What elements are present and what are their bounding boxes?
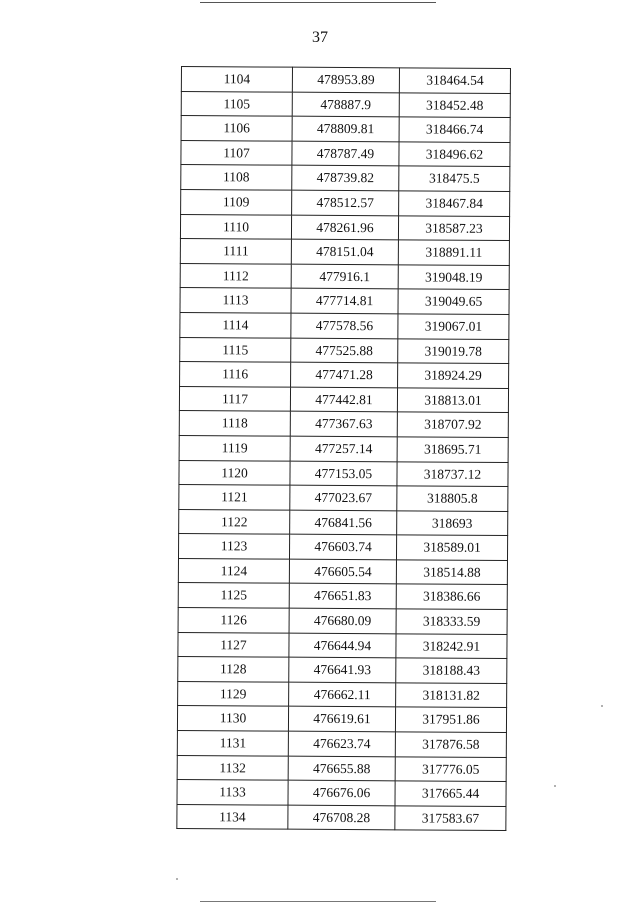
table-row (177, 731, 506, 758)
table-row (179, 435, 508, 462)
y-coordinate-cell: 318695.71 (397, 437, 508, 462)
point-number-cell: 1111 (180, 239, 291, 264)
y-coordinate-cell: 318514.88 (396, 560, 507, 585)
y-coordinate-cell: 318805.8 (397, 486, 508, 511)
y-coordinate-cell: 319048.19 (398, 265, 509, 290)
y-coordinate-cell: 318496.62 (399, 142, 510, 167)
table-row (178, 534, 507, 561)
y-coordinate-cell: 317951.86 (395, 707, 506, 732)
point-number-cell: 1122 (179, 509, 290, 534)
table-row (177, 804, 506, 831)
x-coordinate-cell: 478953.89 (292, 67, 399, 92)
table-row (180, 214, 509, 241)
x-coordinate-cell: 477714.81 (291, 289, 398, 314)
point-number-cell: 1119 (179, 435, 290, 460)
y-coordinate-cell: 318131.82 (396, 683, 507, 708)
point-number-cell: 1107 (181, 140, 292, 165)
table-row (180, 362, 509, 389)
coordinates-table (176, 66, 511, 831)
table-row (181, 116, 510, 143)
x-coordinate-cell: 478809.81 (292, 116, 399, 141)
y-coordinate-cell: 318452.48 (399, 92, 510, 117)
point-number-cell: 1125 (178, 583, 289, 608)
x-coordinate-cell: 476605.54 (289, 559, 396, 584)
x-coordinate-cell: 476603.74 (289, 534, 396, 559)
table-row (179, 460, 508, 487)
y-coordinate-cell: 318386.66 (396, 584, 507, 609)
point-number-cell: 1104 (181, 67, 292, 92)
table-row (181, 67, 510, 94)
scan-edge-bottom (200, 901, 436, 902)
table-row (181, 91, 510, 118)
scan-speck (601, 705, 603, 707)
table-row (178, 681, 507, 708)
table-row (179, 509, 508, 536)
point-number-cell: 1131 (177, 731, 288, 756)
y-coordinate-cell: 319067.01 (398, 314, 509, 339)
scan-edge-top (200, 2, 436, 3)
x-coordinate-cell: 476619.61 (288, 707, 395, 732)
x-coordinate-cell: 478887.9 (292, 92, 399, 117)
point-number-cell: 1124 (178, 558, 289, 583)
table-row (179, 386, 508, 413)
point-number-cell: 1113 (180, 288, 291, 313)
x-coordinate-cell: 478151.04 (291, 239, 398, 264)
table-row (177, 706, 506, 733)
y-coordinate-cell: 318188.43 (396, 658, 507, 683)
y-coordinate-cell: 318467.84 (399, 191, 510, 216)
table-row (178, 558, 507, 585)
table-row (178, 608, 507, 635)
point-number-cell: 1109 (181, 189, 292, 214)
table-row (181, 165, 510, 192)
page-number: 37 (312, 29, 328, 46)
table-row (177, 780, 506, 807)
point-number-cell: 1129 (178, 681, 289, 706)
x-coordinate-cell: 477442.81 (290, 387, 397, 412)
x-coordinate-cell: 477916.1 (291, 264, 398, 289)
table-row (179, 411, 508, 438)
x-coordinate-cell: 477367.63 (290, 411, 397, 436)
point-number-cell: 1128 (178, 657, 289, 682)
y-coordinate-cell: 318693 (397, 511, 508, 536)
table-row (178, 632, 507, 659)
x-coordinate-cell: 477578.56 (291, 313, 398, 338)
x-coordinate-cell: 478787.49 (292, 141, 399, 166)
x-coordinate-cell: 476623.74 (288, 731, 395, 756)
table-row (179, 485, 508, 512)
y-coordinate-cell: 319019.78 (398, 338, 509, 363)
point-number-cell: 1117 (179, 386, 290, 411)
point-number-cell: 1108 (181, 165, 292, 190)
x-coordinate-cell: 476651.83 (289, 584, 396, 609)
y-coordinate-cell: 318242.91 (396, 633, 507, 658)
table-row (180, 239, 509, 266)
x-coordinate-cell: 476676.06 (288, 780, 395, 805)
table-row (181, 189, 510, 216)
point-number-cell: 1115 (180, 337, 291, 362)
y-coordinate-cell: 318475.5 (399, 166, 510, 191)
y-coordinate-cell: 318464.54 (399, 68, 510, 93)
point-number-cell: 1118 (179, 411, 290, 436)
y-coordinate-cell: 318587.23 (398, 215, 509, 240)
x-coordinate-cell: 476655.88 (288, 756, 395, 781)
x-coordinate-cell: 476708.28 (288, 805, 395, 830)
point-number-cell: 1116 (180, 362, 291, 387)
point-number-cell: 1121 (179, 485, 290, 510)
point-number-cell: 1127 (178, 632, 289, 657)
x-coordinate-cell: 477153.05 (290, 461, 397, 486)
point-number-cell: 1110 (180, 214, 291, 239)
y-coordinate-cell: 318333.59 (396, 609, 507, 634)
point-number-cell: 1123 (178, 534, 289, 559)
table-row (180, 288, 509, 315)
x-coordinate-cell: 476680.09 (289, 608, 396, 633)
x-coordinate-cell: 477471.28 (291, 362, 398, 387)
y-coordinate-cell: 318891.11 (398, 240, 509, 265)
point-number-cell: 1106 (181, 116, 292, 141)
point-number-cell: 1114 (180, 312, 291, 337)
x-coordinate-cell: 476644.94 (289, 633, 396, 658)
table-row (180, 312, 509, 339)
table-row (180, 337, 509, 364)
x-coordinate-cell: 478739.82 (292, 166, 399, 191)
x-coordinate-cell: 477525.88 (291, 338, 398, 363)
x-coordinate-cell: 476841.56 (290, 510, 397, 535)
point-number-cell: 1120 (179, 460, 290, 485)
table-row (177, 755, 506, 782)
point-number-cell: 1105 (181, 91, 292, 116)
point-number-cell: 1134 (177, 804, 288, 829)
y-coordinate-cell: 318589.01 (396, 535, 507, 560)
x-coordinate-cell: 477023.67 (290, 485, 397, 510)
y-coordinate-cell: 317583.67 (395, 806, 506, 831)
table-row (178, 583, 507, 610)
point-number-cell: 1130 (177, 706, 288, 731)
table-row (180, 263, 509, 290)
coordinates-table-body (177, 67, 511, 831)
y-coordinate-cell: 318707.92 (397, 412, 508, 437)
point-number-cell: 1133 (177, 780, 288, 805)
point-number-cell: 1112 (180, 263, 291, 288)
y-coordinate-cell: 318737.12 (397, 461, 508, 486)
scan-speck (176, 878, 178, 880)
table-row (178, 657, 507, 684)
y-coordinate-cell: 318466.74 (399, 117, 510, 142)
x-coordinate-cell: 478261.96 (291, 215, 398, 240)
point-number-cell: 1132 (177, 755, 288, 780)
table-row (181, 140, 510, 167)
y-coordinate-cell: 319049.65 (398, 289, 509, 314)
x-coordinate-cell: 477257.14 (290, 436, 397, 461)
point-number-cell: 1126 (178, 608, 289, 633)
x-coordinate-cell: 478512.57 (292, 190, 399, 215)
y-coordinate-cell: 318813.01 (397, 388, 508, 413)
scan-speck (554, 785, 556, 787)
y-coordinate-cell: 317665.44 (395, 781, 506, 806)
x-coordinate-cell: 476641.93 (289, 657, 396, 682)
y-coordinate-cell: 317776.05 (395, 756, 506, 781)
y-coordinate-cell: 318924.29 (398, 363, 509, 388)
x-coordinate-cell: 476662.11 (289, 682, 396, 707)
y-coordinate-cell: 317876.58 (395, 732, 506, 757)
